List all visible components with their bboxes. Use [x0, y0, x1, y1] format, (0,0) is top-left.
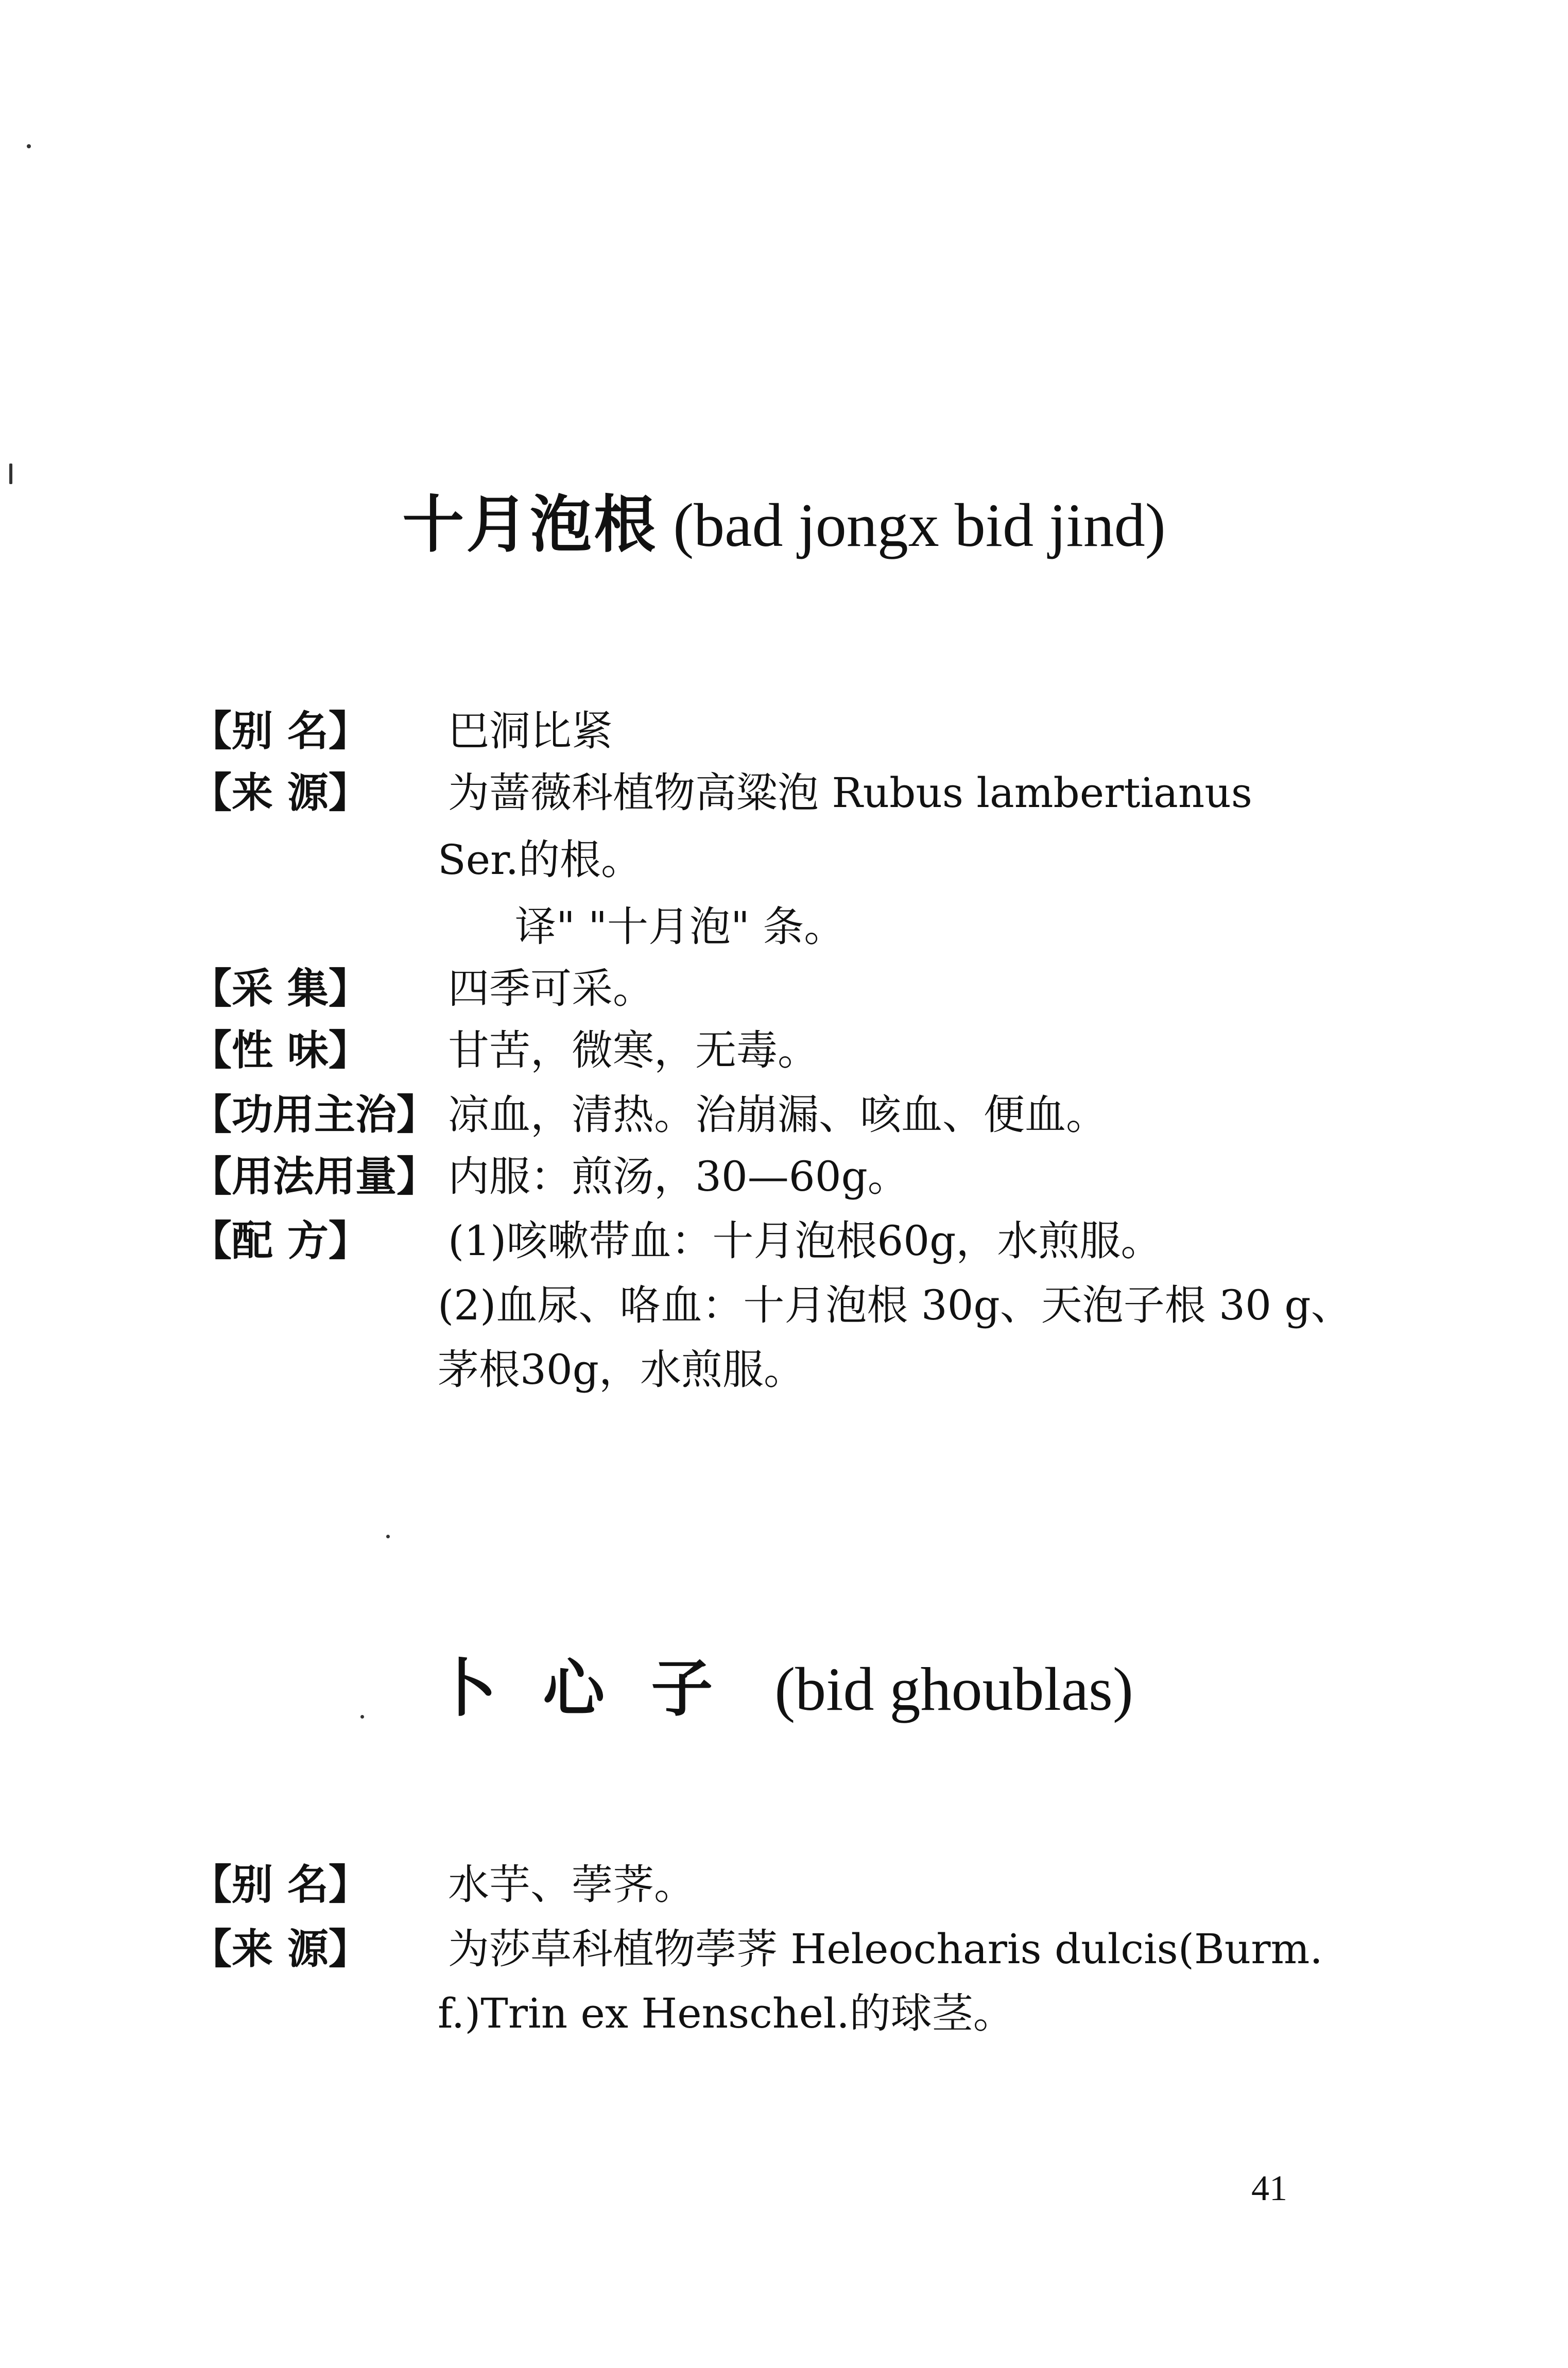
entry1-title-pinyin: (bad jongx bid jind) — [673, 491, 1166, 559]
entry1-laiyuan: 为蔷薇科植物高粱泡 Rubus lambertianus — [448, 769, 1252, 817]
entry2-laiyuan-cont: f.)Trin ex Henschel.的球茎。 — [438, 1989, 1014, 2037]
scan-speck — [360, 1715, 364, 1719]
entry2-laiyuan-label: 【来 源】 — [191, 1925, 370, 1973]
entry2-title-pinyin: (bid ghoublas) — [774, 1655, 1133, 1723]
entry1-yongfa-label: 【用法用量】 — [191, 1153, 438, 1200]
entry2-bieming-label: 【别 名】 — [191, 1861, 370, 1909]
entry1-bieming: 巴洞比紧 — [448, 707, 613, 755]
entry1-laiyuan-label: 【来 源】 — [191, 769, 370, 817]
entry1-caiji-row — [191, 965, 654, 1013]
page-number: 41 — [1251, 2169, 1287, 2208]
entry1-peifang-label: 【配 方】 — [191, 1217, 370, 1265]
entry1-yongfa: 内服：煎汤，30—60g。 — [448, 1153, 909, 1200]
scan-speck — [27, 144, 31, 148]
entry1-peifang1: (1)咳嗽带血：十月泡根60g，水煎服。 — [448, 1217, 1162, 1265]
entry1-laiyuan-row — [191, 769, 1252, 817]
entry1-title-cn: 十月泡根 — [402, 489, 658, 561]
entry1-note: 译" "十月泡" 条。 — [515, 903, 846, 951]
entry1-bieming-row — [191, 707, 613, 755]
scan-speck — [9, 464, 12, 484]
entry1-peifang2: (2)血尿、咯血：十月泡根 30g、天泡子根 30 g、 — [438, 1281, 1352, 1329]
entry1-laiyuan-cont: Ser.的根。 — [438, 836, 643, 884]
entry1-xingwei-row — [191, 1026, 819, 1074]
entry2-laiyuan-row — [191, 1925, 1323, 1973]
entry1-title — [0, 489, 1568, 561]
entry1-yongfa-row — [191, 1153, 909, 1200]
entry1-xingwei-label: 【性 味】 — [191, 1026, 370, 1074]
entry2-bieming-row — [191, 1861, 695, 1909]
entry1-caiji-label: 【采 集】 — [191, 965, 370, 1013]
entry1-peifang3: 茅根30g，水煎服。 — [438, 1346, 805, 1394]
entry1-gongyong-label: 【功用主治】 — [191, 1091, 438, 1139]
entry1-xingwei: 甘苦，微寒，无毒。 — [448, 1026, 819, 1074]
scan-speck — [386, 1535, 390, 1538]
entry1-bieming-label: 【别 名】 — [191, 707, 370, 755]
entry2-title — [0, 1653, 1568, 1725]
entry2-laiyuan: 为莎草科植物荸荠 Heleocharis dulcis(Burm. — [448, 1925, 1323, 1973]
entry1-gongyong: 凉血，清热。治崩漏、咳血、便血。 — [448, 1091, 1107, 1139]
entry2-title-cn: 卜心子 — [435, 1653, 760, 1725]
entry1-caiji: 四季可采。 — [448, 965, 654, 1013]
entry2-bieming: 水芋、荸荠。 — [448, 1861, 695, 1909]
entry1-peifang-row — [191, 1217, 1162, 1265]
entry1-gongyong-row — [191, 1091, 1107, 1139]
